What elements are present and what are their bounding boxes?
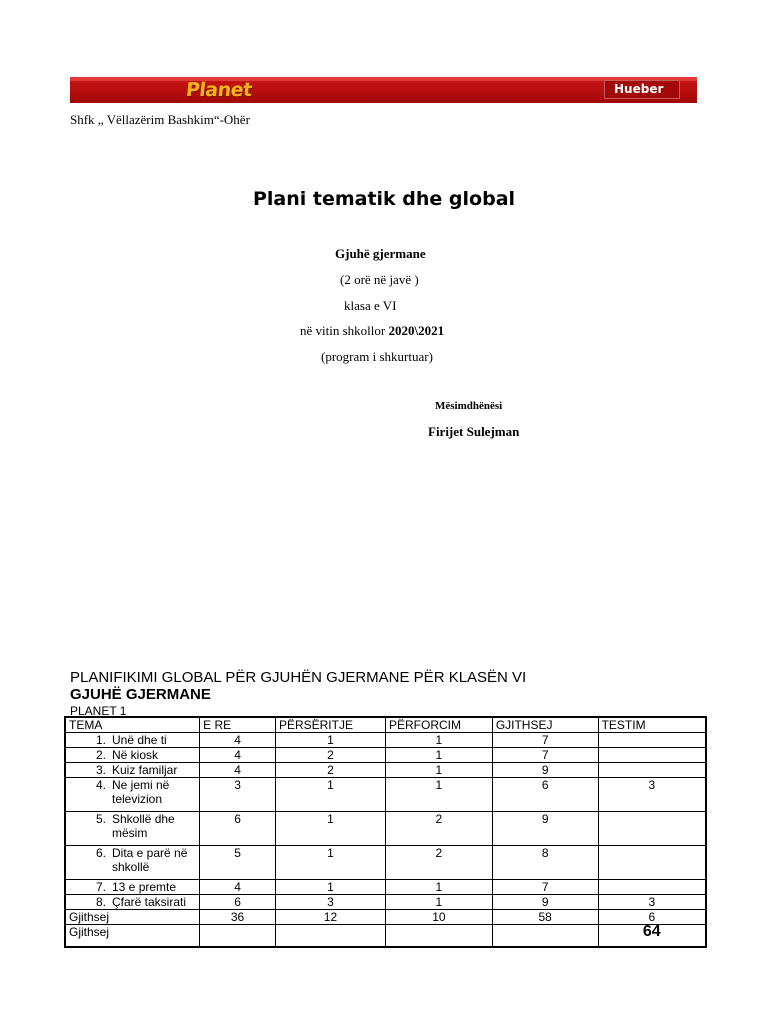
empty-cell	[275, 925, 385, 947]
perseritje-cell: 3	[275, 895, 385, 910]
header-cell: PËRFORCIM	[385, 717, 492, 733]
perforcim-cell: 1	[385, 895, 492, 910]
testim-cell	[598, 812, 706, 846]
testim-cell	[598, 733, 706, 748]
teacher-name: Firijet Sulejman	[428, 424, 520, 439]
perforcim-cell: 2	[385, 812, 492, 846]
header-cell: PËRSËRITJE	[275, 717, 385, 733]
tema-cell	[65, 763, 200, 778]
empty-cell	[385, 925, 492, 947]
tema-index: 5.	[95, 812, 106, 826]
hueber-logo: Hueber	[604, 80, 680, 99]
tema-title: Ne jemi në televizion	[112, 778, 170, 806]
gjithsej-cell: 7	[492, 880, 598, 895]
perforcim-cell: 1	[385, 748, 492, 763]
tema-index: 1.	[95, 733, 106, 747]
total-e-re: 36	[200, 910, 276, 925]
e-re-cell: 4	[200, 733, 276, 748]
perseritje-cell: 1	[275, 880, 385, 895]
perseritje-cell: 1	[275, 733, 385, 748]
total-perseritje: 12	[275, 910, 385, 925]
header-banner-highlight	[70, 77, 697, 81]
e-re-cell: 5	[200, 846, 276, 880]
header-cell: GJITHSEJ	[492, 717, 598, 733]
e-re-cell: 4	[200, 748, 276, 763]
total-gjithsej: 58	[492, 910, 598, 925]
section-book: PLANET 1	[70, 704, 127, 718]
empty-cell	[492, 925, 598, 947]
program-note: (program i shkurtuar)	[321, 349, 433, 364]
header-cell: E RE	[200, 717, 276, 733]
tema-index: 7.	[95, 880, 106, 894]
gjithsej-cell: 7	[492, 748, 598, 763]
total-perforcim: 10	[385, 910, 492, 925]
perseritje-cell: 2	[275, 748, 385, 763]
totals-label: Gjithsej	[65, 910, 200, 925]
tema-cell	[65, 895, 200, 910]
school-name: Shfk „ Vëllazërim Bashkim“-Ohër	[70, 112, 250, 127]
gjithsej-cell: 7	[492, 733, 598, 748]
global-plan-table	[64, 716, 707, 948]
tema-index: 6.	[95, 846, 106, 860]
tema-index: 2.	[95, 748, 106, 762]
e-re-cell: 3	[200, 778, 276, 812]
tema-cell	[65, 880, 200, 895]
header-cell: TEMA	[65, 717, 200, 733]
tema-cell	[65, 748, 200, 763]
subject: Gjuhë gjermane	[335, 246, 426, 261]
teacher-label: Mësimdhënësi	[435, 400, 503, 412]
tema-index: 8.	[95, 895, 106, 909]
perforcim-cell: 1	[385, 733, 492, 748]
testim-cell	[598, 846, 706, 880]
e-re-cell: 6	[200, 812, 276, 846]
tema-title: Kuiz familjar	[112, 763, 178, 777]
tema-title: Dita e parë në shkollë	[112, 846, 188, 874]
table-row	[65, 846, 706, 880]
gjithsej-cell: 9	[492, 895, 598, 910]
tema-cell	[65, 733, 200, 748]
testim-cell: 3	[598, 895, 706, 910]
testim-cell: 3	[598, 778, 706, 812]
planet-logo: Planet	[184, 79, 253, 101]
perforcim-cell: 1	[385, 763, 492, 778]
weekly-hours: (2 orë në javë )	[340, 272, 419, 287]
perseritje-cell: 1	[275, 778, 385, 812]
tema-title: Çfarë taksirati	[112, 895, 187, 909]
grand-total-row	[65, 925, 706, 947]
table-row	[65, 733, 706, 748]
section-title: PLANIFIKIMI GLOBAL PËR GJUHËN GJERMANE PËR KLASËN VI	[70, 669, 527, 686]
perseritje-cell: 1	[275, 846, 385, 880]
tema-title: Shkollë dhe mësim	[112, 812, 175, 840]
tema-cell	[65, 812, 200, 846]
grand-total-value: 64	[598, 925, 706, 947]
perseritje-cell: 2	[275, 763, 385, 778]
table-row	[65, 763, 706, 778]
perseritje-cell: 1	[275, 812, 385, 846]
table-row	[65, 748, 706, 763]
gjithsej-cell: 8	[492, 846, 598, 880]
section-subtitle: GJUHË GJERMANE	[70, 686, 211, 703]
school-year	[300, 323, 444, 339]
gjithsej-cell: 6	[492, 778, 598, 812]
testim-cell	[598, 748, 706, 763]
tema-cell	[65, 846, 200, 880]
grand-total-label: Gjithsej	[65, 925, 200, 947]
total-testim: 6	[598, 910, 706, 925]
totals-row	[65, 910, 706, 925]
tema-cell	[65, 778, 200, 812]
header-cell: TESTIM	[598, 717, 706, 733]
table-row	[65, 778, 706, 812]
table-row	[65, 895, 706, 910]
e-re-cell: 6	[200, 895, 276, 910]
testim-cell	[598, 880, 706, 895]
tema-index: 3.	[95, 763, 106, 777]
table-row	[65, 812, 706, 846]
tema-title: Unë dhe ti	[112, 733, 167, 747]
tema-title: 13 e premte	[112, 880, 177, 894]
testim-cell	[598, 763, 706, 778]
gjithsej-cell: 9	[492, 763, 598, 778]
tema-title: Në kiosk	[112, 748, 159, 762]
class-level: klasa e VI	[344, 298, 397, 313]
perforcim-cell: 1	[385, 778, 492, 812]
school-year-value: 2020\2021	[388, 323, 445, 338]
perforcim-cell: 1	[385, 880, 492, 895]
e-re-cell: 4	[200, 880, 276, 895]
school-year-prefix: në vitin shkollor	[300, 323, 386, 338]
e-re-cell: 4	[200, 763, 276, 778]
empty-cell	[200, 925, 276, 947]
gjithsej-cell: 9	[492, 812, 598, 846]
page-title: Plani tematik dhe global	[252, 188, 516, 210]
tema-index: 4.	[95, 778, 106, 792]
perforcim-cell: 2	[385, 846, 492, 880]
table-row	[65, 880, 706, 895]
table-header-row	[65, 717, 706, 733]
